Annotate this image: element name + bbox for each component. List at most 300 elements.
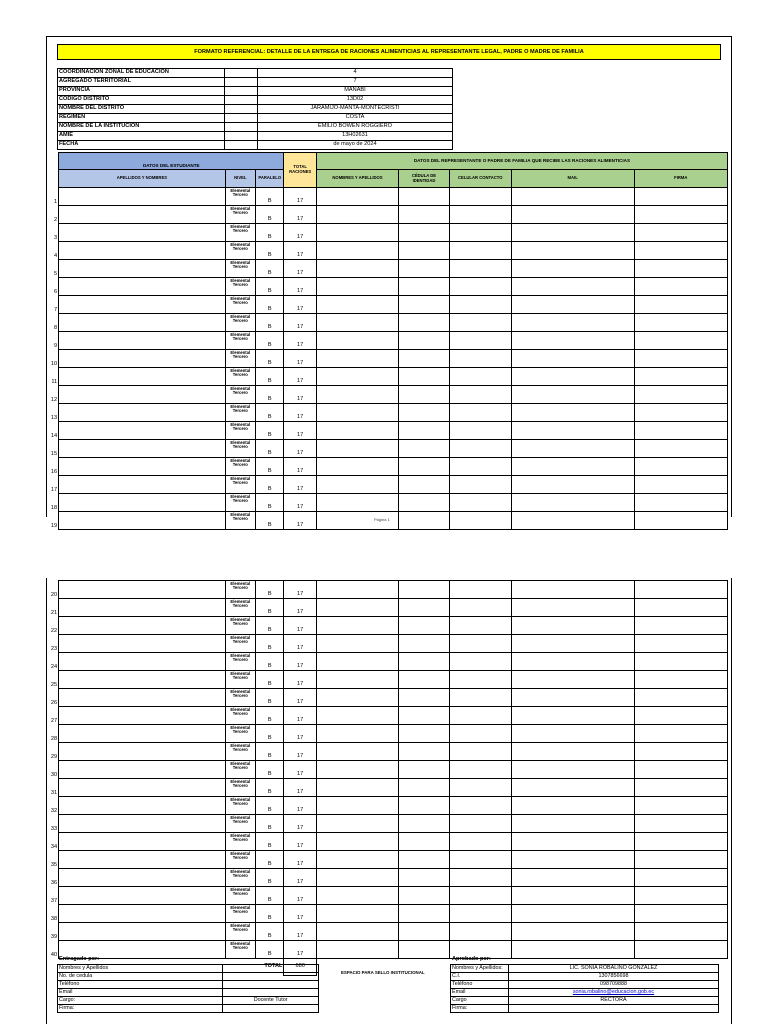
cedula-cell[interactable] bbox=[399, 494, 450, 512]
student-name-cell[interactable] bbox=[59, 512, 225, 530]
header-datos-representante: DATOS DEL REPRESENTANTE O PADRE DE FAMILIA QUE RECIBE LAS RACIONES ALIMENTICIAS bbox=[316, 153, 727, 170]
cedula-cell[interactable] bbox=[399, 761, 450, 779]
mail-cell[interactable] bbox=[511, 761, 634, 779]
student-name-cell[interactable] bbox=[59, 599, 225, 617]
cedula-cell[interactable] bbox=[399, 905, 450, 923]
rep-name-cell[interactable] bbox=[316, 188, 398, 206]
firma-cell[interactable] bbox=[634, 350, 727, 368]
mail-cell[interactable] bbox=[511, 653, 634, 671]
celular-cell[interactable] bbox=[449, 512, 511, 530]
rep-name-cell[interactable] bbox=[316, 599, 398, 617]
student-name-cell[interactable] bbox=[59, 671, 225, 689]
mail-cell[interactable] bbox=[511, 422, 634, 440]
firma-cell[interactable] bbox=[634, 206, 727, 224]
cedula-cell[interactable] bbox=[399, 833, 450, 851]
student-name-cell[interactable] bbox=[59, 206, 225, 224]
celular-cell[interactable] bbox=[449, 422, 511, 440]
firma-cell[interactable] bbox=[634, 923, 727, 941]
firma-cell[interactable] bbox=[634, 653, 727, 671]
rep-name-cell[interactable] bbox=[316, 458, 398, 476]
student-name-cell[interactable] bbox=[59, 779, 225, 797]
raciones-cell: 17 bbox=[284, 260, 316, 278]
student-name-cell[interactable] bbox=[59, 635, 225, 653]
cedula-cell[interactable] bbox=[399, 851, 450, 869]
celular-cell[interactable] bbox=[449, 887, 511, 905]
table-row bbox=[47, 617, 728, 635]
table-row bbox=[47, 242, 728, 260]
firma-cell[interactable] bbox=[634, 689, 727, 707]
mail-cell[interactable] bbox=[511, 689, 634, 707]
rep-name-cell[interactable] bbox=[316, 224, 398, 242]
cedula-cell[interactable] bbox=[399, 350, 450, 368]
mail-cell[interactable] bbox=[511, 242, 634, 260]
mail-cell[interactable] bbox=[511, 476, 634, 494]
student-name-cell[interactable] bbox=[59, 887, 225, 905]
info-value: COSTA bbox=[258, 114, 453, 123]
mail-cell[interactable] bbox=[511, 905, 634, 923]
cedula-cell[interactable] bbox=[399, 278, 450, 296]
info-row bbox=[58, 114, 453, 123]
firma-cell[interactable] bbox=[634, 941, 727, 959]
celular-cell[interactable] bbox=[449, 617, 511, 635]
info-spacer bbox=[225, 69, 258, 78]
student-name-cell[interactable] bbox=[59, 332, 225, 350]
table-row bbox=[47, 278, 728, 296]
student-name-cell[interactable] bbox=[59, 689, 225, 707]
student-name-cell[interactable] bbox=[59, 617, 225, 635]
firma-cell[interactable] bbox=[634, 368, 727, 386]
cedula-cell[interactable] bbox=[399, 923, 450, 941]
mail-cell[interactable] bbox=[511, 779, 634, 797]
header-nombres-apellidos: NOMBRES Y APELLIDOS bbox=[316, 170, 398, 188]
rep-name-cell[interactable] bbox=[316, 797, 398, 815]
paralelo-cell: B bbox=[256, 887, 284, 905]
cedula-cell[interactable] bbox=[399, 671, 450, 689]
nivel-cell: Elemental Tercero bbox=[225, 242, 255, 260]
mail-cell[interactable] bbox=[511, 599, 634, 617]
raciones-cell: 17 bbox=[284, 494, 316, 512]
mail-cell[interactable] bbox=[511, 386, 634, 404]
student-name-cell[interactable] bbox=[59, 386, 225, 404]
rep-name-cell[interactable] bbox=[316, 278, 398, 296]
celular-cell[interactable] bbox=[449, 206, 511, 224]
mail-cell[interactable] bbox=[511, 707, 634, 725]
celular-cell[interactable] bbox=[449, 833, 511, 851]
student-name-cell[interactable] bbox=[59, 707, 225, 725]
paralelo-cell: B bbox=[256, 851, 284, 869]
info-row bbox=[58, 132, 453, 141]
rep-name-cell[interactable] bbox=[316, 887, 398, 905]
cedula-cell[interactable] bbox=[399, 779, 450, 797]
mail-cell[interactable] bbox=[511, 224, 634, 242]
celular-cell[interactable] bbox=[449, 707, 511, 725]
mail-cell[interactable] bbox=[511, 581, 634, 599]
cedula-cell[interactable] bbox=[399, 422, 450, 440]
celular-cell[interactable] bbox=[449, 689, 511, 707]
rep-name-cell[interactable] bbox=[316, 671, 398, 689]
cedula-cell[interactable] bbox=[399, 224, 450, 242]
firma-cell[interactable] bbox=[634, 386, 727, 404]
cedula-cell[interactable] bbox=[399, 869, 450, 887]
info-spacer bbox=[225, 105, 258, 114]
celular-cell[interactable] bbox=[449, 869, 511, 887]
cedula-cell[interactable] bbox=[399, 386, 450, 404]
firma-cell[interactable] bbox=[634, 494, 727, 512]
rep-name-cell[interactable] bbox=[316, 851, 398, 869]
cedula-cell[interactable] bbox=[399, 797, 450, 815]
cedula-cell[interactable] bbox=[399, 242, 450, 260]
cedula-cell[interactable] bbox=[399, 458, 450, 476]
celular-cell[interactable] bbox=[449, 905, 511, 923]
firma-cell[interactable] bbox=[634, 314, 727, 332]
mail-cell[interactable] bbox=[511, 617, 634, 635]
rep-name-cell[interactable] bbox=[316, 869, 398, 887]
firma-cell[interactable] bbox=[634, 725, 727, 743]
celular-cell[interactable] bbox=[449, 743, 511, 761]
celular-cell[interactable] bbox=[449, 188, 511, 206]
mail-cell[interactable] bbox=[511, 188, 634, 206]
student-name-cell[interactable] bbox=[59, 743, 225, 761]
aprobado-value: 098709888 bbox=[508, 981, 718, 989]
rep-name-cell[interactable] bbox=[316, 242, 398, 260]
raciones-cell: 17 bbox=[284, 923, 316, 941]
student-name-cell[interactable] bbox=[59, 296, 225, 314]
mail-cell[interactable] bbox=[511, 404, 634, 422]
rep-name-cell[interactable] bbox=[316, 779, 398, 797]
celular-cell[interactable] bbox=[449, 923, 511, 941]
cedula-cell[interactable] bbox=[399, 617, 450, 635]
info-row bbox=[58, 96, 453, 105]
rep-name-cell[interactable] bbox=[316, 368, 398, 386]
rep-name-cell[interactable] bbox=[316, 350, 398, 368]
info-value: 13H02631 bbox=[258, 132, 453, 141]
celular-cell[interactable] bbox=[449, 494, 511, 512]
celular-cell[interactable] bbox=[449, 260, 511, 278]
aprobado-value: 1307856698 bbox=[508, 973, 718, 981]
entregado-label: Firma: bbox=[58, 1005, 223, 1013]
firma-cell[interactable] bbox=[634, 476, 727, 494]
mail-cell[interactable] bbox=[511, 851, 634, 869]
mail-cell[interactable] bbox=[511, 797, 634, 815]
firma-cell[interactable] bbox=[634, 869, 727, 887]
cedula-cell[interactable] bbox=[399, 635, 450, 653]
aprobado-email-link[interactable]: sonia.robalino@educacion.gob.ec bbox=[572, 988, 655, 995]
mail-cell[interactable] bbox=[511, 206, 634, 224]
celular-cell[interactable] bbox=[449, 404, 511, 422]
paralelo-cell: B bbox=[256, 494, 284, 512]
rep-name-cell[interactable] bbox=[316, 923, 398, 941]
firma-cell[interactable] bbox=[634, 422, 727, 440]
info-value: 7 bbox=[258, 78, 453, 87]
student-name-cell[interactable] bbox=[59, 422, 225, 440]
paralelo-cell: B bbox=[256, 440, 284, 458]
celular-cell[interactable] bbox=[449, 725, 511, 743]
mail-cell[interactable] bbox=[511, 368, 634, 386]
student-name-cell[interactable] bbox=[59, 815, 225, 833]
aprobado-title: Aprobado por: bbox=[452, 956, 491, 962]
cedula-cell[interactable] bbox=[399, 296, 450, 314]
mail-cell[interactable] bbox=[511, 887, 634, 905]
celular-cell[interactable] bbox=[449, 458, 511, 476]
student-name-cell[interactable] bbox=[59, 350, 225, 368]
raciones-cell: 17 bbox=[284, 581, 316, 599]
rep-name-cell[interactable] bbox=[316, 617, 398, 635]
student-name-cell[interactable] bbox=[59, 188, 225, 206]
student-name-cell[interactable] bbox=[59, 368, 225, 386]
raciones-cell: 17 bbox=[284, 689, 316, 707]
cedula-cell[interactable] bbox=[399, 815, 450, 833]
header-total-raciones: TOTAL RACIONES bbox=[284, 153, 316, 188]
paralelo-cell: B bbox=[256, 671, 284, 689]
info-spacer bbox=[225, 132, 258, 141]
celular-cell[interactable] bbox=[449, 599, 511, 617]
cedula-cell[interactable] bbox=[399, 368, 450, 386]
firma-cell[interactable] bbox=[634, 761, 727, 779]
mail-cell[interactable] bbox=[511, 260, 634, 278]
mail-cell[interactable] bbox=[511, 743, 634, 761]
entregado-value[interactable]: Docente Tutor bbox=[223, 997, 319, 1005]
celular-cell[interactable] bbox=[449, 851, 511, 869]
info-row bbox=[58, 123, 453, 132]
firma-cell[interactable] bbox=[634, 671, 727, 689]
rep-name-cell[interactable] bbox=[316, 689, 398, 707]
student-name-cell[interactable] bbox=[59, 242, 225, 260]
firma-cell[interactable] bbox=[634, 833, 727, 851]
firma-cell[interactable] bbox=[634, 707, 727, 725]
rep-name-cell[interactable] bbox=[316, 725, 398, 743]
student-name-cell[interactable] bbox=[59, 494, 225, 512]
rep-name-cell[interactable] bbox=[316, 260, 398, 278]
student-name-cell[interactable] bbox=[59, 440, 225, 458]
celular-cell[interactable] bbox=[449, 815, 511, 833]
table-row bbox=[47, 314, 728, 332]
rep-name-cell[interactable] bbox=[316, 296, 398, 314]
cedula-cell[interactable] bbox=[399, 581, 450, 599]
firma-cell[interactable] bbox=[634, 905, 727, 923]
cedula-cell[interactable] bbox=[399, 887, 450, 905]
rep-name-cell[interactable] bbox=[316, 386, 398, 404]
mail-cell[interactable] bbox=[511, 350, 634, 368]
firma-cell[interactable] bbox=[634, 887, 727, 905]
firma-cell[interactable] bbox=[634, 242, 727, 260]
rep-name-cell[interactable] bbox=[316, 332, 398, 350]
nivel-cell: Elemental Tercero bbox=[225, 404, 255, 422]
row-number: 27 bbox=[47, 707, 59, 725]
mail-cell[interactable] bbox=[511, 815, 634, 833]
firma-cell[interactable] bbox=[634, 635, 727, 653]
entregado-value[interactable] bbox=[223, 1005, 319, 1013]
celular-cell[interactable] bbox=[449, 581, 511, 599]
paralelo-cell: B bbox=[256, 833, 284, 851]
aprobado-value bbox=[508, 989, 718, 997]
rep-name-cell[interactable] bbox=[316, 833, 398, 851]
firma-cell[interactable] bbox=[634, 440, 727, 458]
paralelo-cell: B bbox=[256, 869, 284, 887]
cedula-cell[interactable] bbox=[399, 476, 450, 494]
paralelo-cell: B bbox=[256, 815, 284, 833]
mail-cell[interactable] bbox=[511, 923, 634, 941]
student-name-cell[interactable] bbox=[59, 260, 225, 278]
firma-cell[interactable] bbox=[634, 188, 727, 206]
entregado-value[interactable] bbox=[223, 973, 319, 981]
student-name-cell[interactable] bbox=[59, 833, 225, 851]
entregado-value[interactable] bbox=[223, 981, 319, 989]
cedula-cell[interactable] bbox=[399, 599, 450, 617]
celular-cell[interactable] bbox=[449, 242, 511, 260]
rep-name-cell[interactable] bbox=[316, 941, 398, 959]
firma-cell[interactable] bbox=[634, 332, 727, 350]
cedula-cell[interactable] bbox=[399, 206, 450, 224]
paralelo-cell: B bbox=[256, 386, 284, 404]
rep-name-cell[interactable] bbox=[316, 905, 398, 923]
rep-name-cell[interactable] bbox=[316, 440, 398, 458]
mail-cell[interactable] bbox=[511, 512, 634, 530]
rep-name-cell[interactable] bbox=[316, 581, 398, 599]
firma-cell[interactable] bbox=[634, 512, 727, 530]
cedula-cell[interactable] bbox=[399, 689, 450, 707]
celular-cell[interactable] bbox=[449, 314, 511, 332]
celular-cell[interactable] bbox=[449, 224, 511, 242]
rep-name-cell[interactable] bbox=[316, 707, 398, 725]
celular-cell[interactable] bbox=[449, 332, 511, 350]
nivel-cell: Elemental Tercero bbox=[225, 941, 255, 959]
paralelo-cell: B bbox=[256, 260, 284, 278]
mail-cell[interactable] bbox=[511, 941, 634, 959]
raciones-cell: 17 bbox=[284, 188, 316, 206]
student-name-cell[interactable] bbox=[59, 905, 225, 923]
entregado-value[interactable] bbox=[223, 965, 319, 973]
celular-cell[interactable] bbox=[449, 368, 511, 386]
celular-cell[interactable] bbox=[449, 653, 511, 671]
info-row bbox=[58, 105, 453, 114]
row-number: 21 bbox=[47, 599, 59, 617]
student-name-cell[interactable] bbox=[59, 458, 225, 476]
celular-cell[interactable] bbox=[449, 440, 511, 458]
celular-cell[interactable] bbox=[449, 797, 511, 815]
rep-name-cell[interactable] bbox=[316, 476, 398, 494]
rep-name-cell[interactable] bbox=[316, 206, 398, 224]
mail-cell[interactable] bbox=[511, 671, 634, 689]
student-name-cell[interactable] bbox=[59, 278, 225, 296]
table-row bbox=[47, 671, 728, 689]
mail-cell[interactable] bbox=[511, 833, 634, 851]
celular-cell[interactable] bbox=[449, 350, 511, 368]
table-row bbox=[47, 332, 728, 350]
cedula-cell[interactable] bbox=[399, 440, 450, 458]
cedula-cell[interactable] bbox=[399, 725, 450, 743]
rep-name-cell[interactable] bbox=[316, 494, 398, 512]
header-firma: FIRMA bbox=[634, 170, 727, 188]
cedula-cell[interactable] bbox=[399, 653, 450, 671]
mail-cell[interactable] bbox=[511, 635, 634, 653]
cedula-cell[interactable] bbox=[399, 332, 450, 350]
raciones-cell: 17 bbox=[284, 296, 316, 314]
celular-cell[interactable] bbox=[449, 635, 511, 653]
student-name-cell[interactable] bbox=[59, 476, 225, 494]
celular-cell[interactable] bbox=[449, 671, 511, 689]
firma-cell[interactable] bbox=[634, 260, 727, 278]
cedula-cell[interactable] bbox=[399, 512, 450, 530]
firma-cell[interactable] bbox=[634, 743, 727, 761]
celular-cell[interactable] bbox=[449, 779, 511, 797]
rep-name-cell[interactable] bbox=[316, 653, 398, 671]
nivel-cell: Elemental Tercero bbox=[225, 671, 255, 689]
firma-cell[interactable] bbox=[634, 581, 727, 599]
rep-name-cell[interactable] bbox=[316, 761, 398, 779]
cedula-cell[interactable] bbox=[399, 260, 450, 278]
cedula-cell[interactable] bbox=[399, 743, 450, 761]
celular-cell[interactable] bbox=[449, 296, 511, 314]
firma-cell[interactable] bbox=[634, 617, 727, 635]
mail-cell[interactable] bbox=[511, 440, 634, 458]
student-name-cell[interactable] bbox=[59, 851, 225, 869]
student-name-cell[interactable] bbox=[59, 653, 225, 671]
rep-name-cell[interactable] bbox=[316, 635, 398, 653]
mail-cell[interactable] bbox=[511, 314, 634, 332]
firma-cell[interactable] bbox=[634, 296, 727, 314]
firma-cell[interactable] bbox=[634, 779, 727, 797]
firma-cell[interactable] bbox=[634, 599, 727, 617]
cedula-cell[interactable] bbox=[399, 941, 450, 959]
student-name-cell[interactable] bbox=[59, 869, 225, 887]
table-row bbox=[47, 743, 728, 761]
cedula-cell[interactable] bbox=[399, 404, 450, 422]
student-name-cell[interactable] bbox=[59, 797, 225, 815]
rep-name-cell[interactable] bbox=[316, 743, 398, 761]
row-number: 26 bbox=[47, 689, 59, 707]
rep-name-cell[interactable] bbox=[316, 815, 398, 833]
student-name-cell[interactable] bbox=[59, 404, 225, 422]
student-name-cell[interactable] bbox=[59, 581, 225, 599]
firma-cell[interactable] bbox=[634, 815, 727, 833]
student-name-cell[interactable] bbox=[59, 314, 225, 332]
mail-cell[interactable] bbox=[511, 332, 634, 350]
info-spacer bbox=[225, 141, 258, 150]
firma-cell[interactable] bbox=[634, 851, 727, 869]
cedula-cell[interactable] bbox=[399, 707, 450, 725]
firma-cell[interactable] bbox=[634, 458, 727, 476]
celular-cell[interactable] bbox=[449, 278, 511, 296]
rep-name-cell[interactable] bbox=[316, 314, 398, 332]
celular-cell[interactable] bbox=[449, 761, 511, 779]
cedula-cell[interactable] bbox=[399, 314, 450, 332]
mail-cell[interactable] bbox=[511, 278, 634, 296]
info-spacer bbox=[225, 96, 258, 105]
firma-cell[interactable] bbox=[634, 278, 727, 296]
student-name-cell[interactable] bbox=[59, 923, 225, 941]
mail-cell[interactable] bbox=[511, 869, 634, 887]
student-name-cell[interactable] bbox=[59, 224, 225, 242]
mail-cell[interactable] bbox=[511, 494, 634, 512]
table-row bbox=[47, 779, 728, 797]
mail-cell[interactable] bbox=[511, 296, 634, 314]
firma-cell[interactable] bbox=[634, 797, 727, 815]
student-name-cell[interactable] bbox=[59, 761, 225, 779]
nivel-cell: Elemental Tercero bbox=[225, 653, 255, 671]
firma-cell[interactable] bbox=[634, 404, 727, 422]
nivel-cell: Elemental Tercero bbox=[225, 188, 255, 206]
entregado-value[interactable] bbox=[223, 989, 319, 997]
student-name-cell[interactable] bbox=[59, 725, 225, 743]
rep-name-cell[interactable] bbox=[316, 422, 398, 440]
cedula-cell[interactable] bbox=[399, 188, 450, 206]
celular-cell[interactable] bbox=[449, 386, 511, 404]
mail-cell[interactable] bbox=[511, 725, 634, 743]
celular-cell[interactable] bbox=[449, 476, 511, 494]
rep-name-cell[interactable] bbox=[316, 404, 398, 422]
mail-cell[interactable] bbox=[511, 458, 634, 476]
firma-cell[interactable] bbox=[634, 224, 727, 242]
